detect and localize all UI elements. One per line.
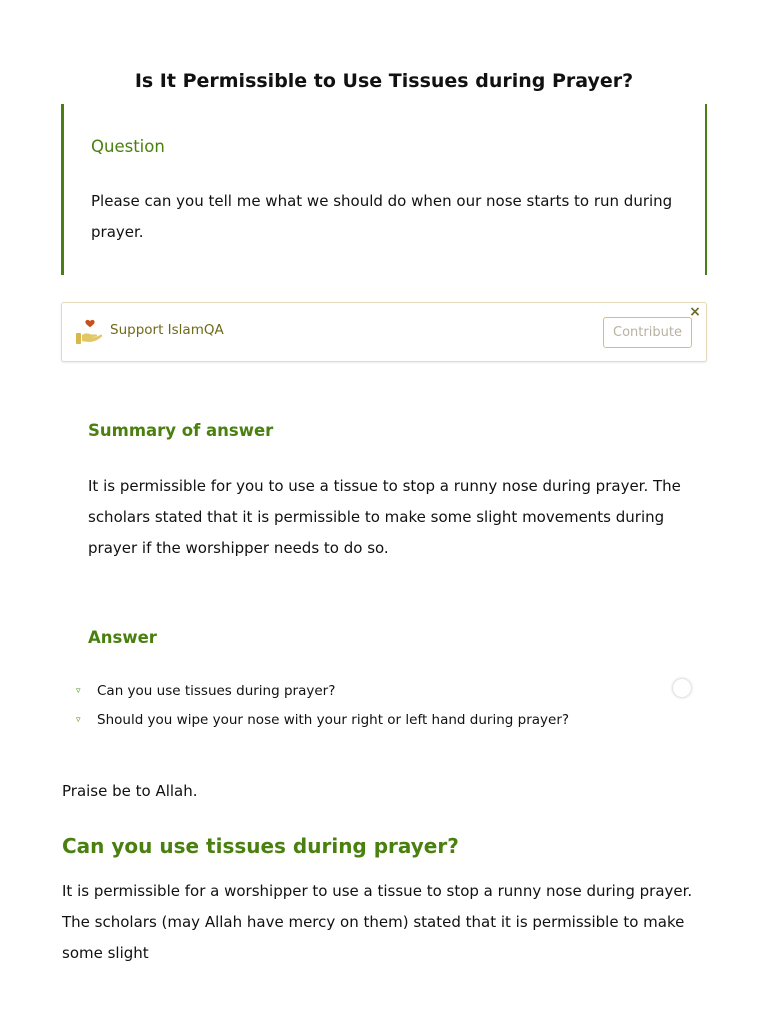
toc-item-wipe-nose[interactable] <box>76 712 569 728</box>
support-banner <box>61 302 707 362</box>
page-title: Is It Permissible to Use Tissues during Prayer? <box>134 70 634 92</box>
toc-item-label[interactable]: Can you use tissues during prayer? <box>97 683 336 699</box>
summary-heading: Summary of answer <box>88 421 274 440</box>
close-icon[interactable]: × <box>689 304 701 320</box>
toc-toggle[interactable] <box>673 679 691 697</box>
contribute-button[interactable]: Contribute <box>603 317 692 348</box>
question-box <box>61 104 707 275</box>
summary-text: It is permissible for you to use a tissue to stop a runny nose during prayer. The scholars stated that it is permissible to make some slight movements during prayer if the worshipper needs to do so. <box>88 477 681 557</box>
support-label[interactable]: Support IslamQA <box>110 322 224 338</box>
toc-item-label[interactable]: Should you wipe your nose with your right or left hand during prayer? <box>97 712 570 728</box>
praise-text: Praise be to Allah. <box>62 782 198 800</box>
question-text: Please can you tell me what we should do when our nose starts to run during prayer. <box>91 192 673 241</box>
toc-item-tissues[interactable] <box>76 683 335 699</box>
chevron-down-icon: ▿ <box>76 686 81 696</box>
section-heading: Can you use tissues during prayer? <box>62 834 459 858</box>
section-text: It is permissible for a worshipper to use a tissue to stop a runny nose during prayer. The scholars (may Allah have mercy on them) stated that it is permissible to make some slight <box>62 882 693 962</box>
question-heading: Question <box>91 137 165 156</box>
chevron-down-icon: ▿ <box>76 715 81 725</box>
answer-heading: Answer <box>88 628 157 647</box>
hand-heart-icon <box>75 318 105 346</box>
